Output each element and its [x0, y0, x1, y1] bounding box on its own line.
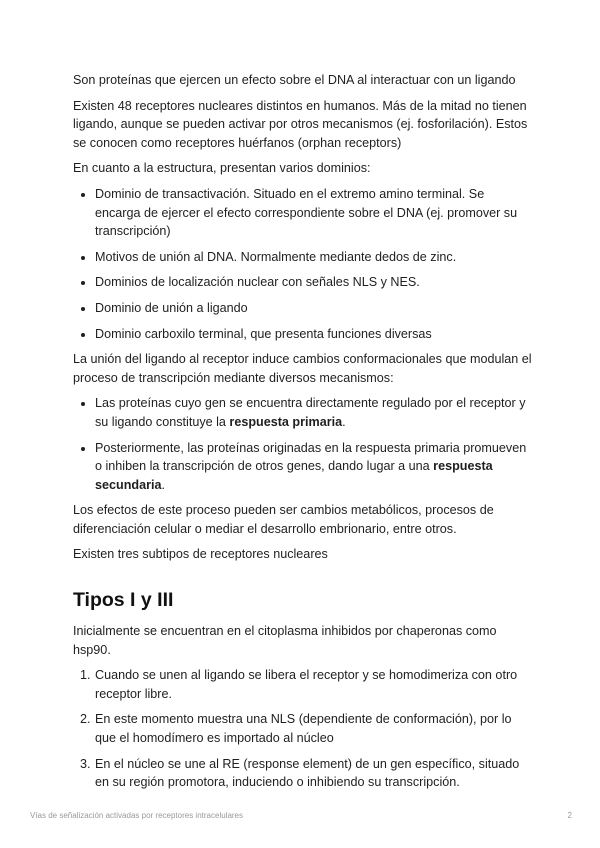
binding-paragraph: La unión del ligando al receptor induce cambios conformacionales que modulan el proceso de transcripción mediante diversos mecanismos: — [73, 352, 532, 385]
list-item: 2. En este momento muestra una NLS (dependiente de conformación), por lo que el homodímero es importado al núcleo — [94, 710, 533, 747]
list-item: • Dominio carboxilo terminal, que presenta funciones diversas — [95, 325, 533, 344]
footer-title: Vías de señalización activadas por receptores intracelulares — [30, 811, 244, 820]
list-item: • Dominios de localización nuclear con señales NLS y NES. — [95, 273, 533, 292]
list-item: 3. En el núcleo se une al RE (response element) de un gen específico, situado en su región promotora, induciendo o inhibiendo su transcripción. — [94, 755, 533, 792]
list-item: • Dominio de unión a ligando — [95, 299, 533, 318]
primary-response-term: respuesta primaria — [229, 414, 343, 429]
domains-list — [73, 185, 533, 343]
list-item: 1. Cuando se unen al ligando se libera el receptor y se homodimeriza con otro receptor libre. — [94, 666, 533, 703]
page-number: 2 — [567, 811, 572, 820]
subtypes-paragraph: Existen tres subtipos de receptores nucleares — [73, 547, 328, 562]
structure-intro: En cuanto a la estructura, presentan varios dominios: — [73, 161, 371, 176]
intro-paragraph: Son proteínas que ejercen un efecto sobre el DNA al interactuar con un ligando — [73, 73, 516, 87]
responses-list — [73, 394, 533, 494]
section-heading: Tipos I y III — [73, 589, 174, 612]
section-intro: Inicialmente se encuentran en el citoplasma inhibidos por chaperonas como hsp90. — [73, 624, 497, 657]
receptors-paragraph: Existen 48 receptores nucleares distintos en humanos. Más de la mitad no tienen ligando, aunque se pueden activar por otros mecanismos (ej. fosforilación). Estos se conocen como receptores huérfanos (orphan receptors) — [73, 98, 528, 150]
list-item: • Dominio de transactivación. Situado en el extremo amino terminal. Se encarga de ejercer el efecto correspondiente sobre el DNA (ej. promover su transcripción) — [95, 185, 533, 241]
document-body — [73, 71, 533, 799]
list-item: • Posteriormente, las proteínas originadas en la respuesta primaria promueven o inhiben la transcripción de otros genes, dando lugar a una respuesta secundaria. — [95, 439, 533, 495]
list-item: • Motivos de unión al DNA. Normalmente mediante dedos de zinc. — [95, 248, 533, 267]
page-footer — [30, 811, 572, 820]
list-item: • Las proteínas cuyo gen se encuentra directamente regulado por el receptor y su ligando constituye la respuesta primaria. — [95, 394, 533, 431]
effects-paragraph: Los efectos de este proceso pueden ser cambios metabólicos, procesos de diferenciación celular o mediar el desarrollo embrionario, entre otros. — [73, 503, 494, 536]
steps-list — [73, 666, 533, 792]
secondary-response-term: respuesta secundaria — [95, 459, 493, 492]
